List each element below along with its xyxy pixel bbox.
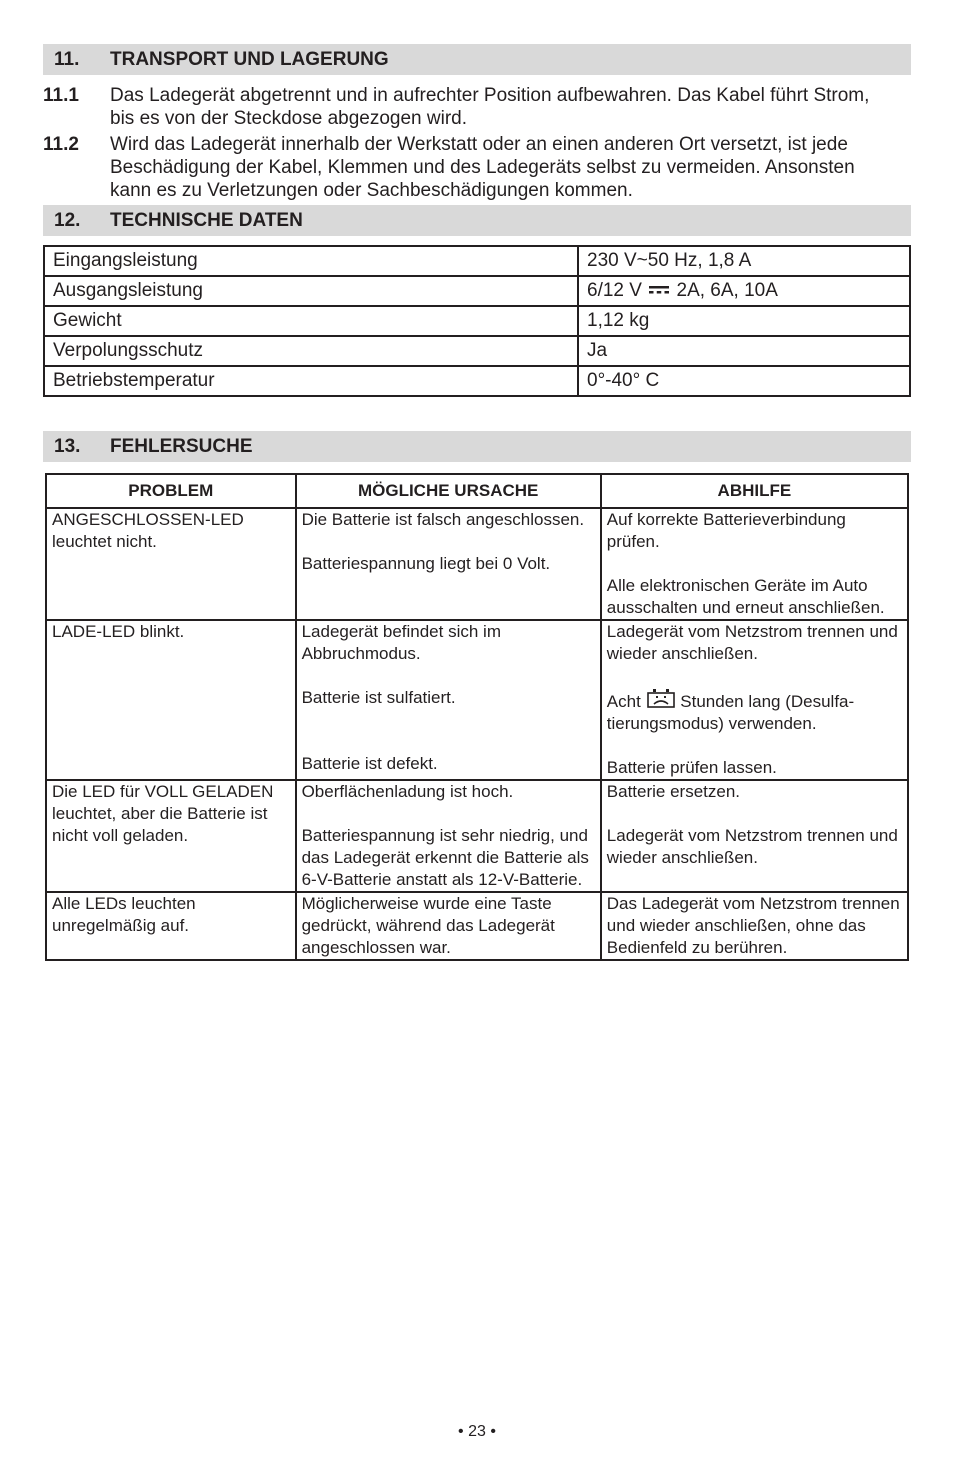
section-title: TRANSPORT UND LAGERUNG [110,49,389,70]
dc-current-icon [649,285,669,295]
remedy-cell [601,780,908,892]
cause-text: Batteriespannung ist sehr niedrig, und das Ladegerät erkennt die Batterie als 6-V-Batterie anstatt als 12-V-Batterie. [301,826,589,889]
troubleshooting-table [45,473,909,961]
table-row [46,508,908,620]
remedy-cell: Das Ladegerät vom Netzstrom trennen und wieder anschließen, ohne das Bedienfeld zu berühren. [601,892,908,960]
column-header: MÖGLICHE URSACHE [296,474,601,508]
remedy-text: Acht [606,692,641,711]
technical-data-table [43,245,911,397]
battery-face-icon [646,687,676,709]
spec-value: 0°-40° C [578,366,910,396]
problem-cell: Die LED für VOLL GELADEN leuchtet, aber die Batterie ist nicht voll geladen. [46,780,296,892]
cause-text: Ladegerät befindet sich im Abbruchmodus. [301,622,501,663]
section-number: 12. [54,210,81,231]
spec-value: 230 V~50 Hz, 1,8 A [578,246,910,276]
spec-value-prefix: 6/12 V [587,280,642,301]
section-11-header [43,44,911,75]
problem-cell: LADE-LED blinkt. [46,620,296,780]
cause-text: Batterie ist sulfatiert. [301,688,456,707]
remedy-cell [601,620,908,780]
problem-cell: Alle LEDs leuchten unregelmäßig auf. [46,892,296,960]
spec-value [578,276,910,306]
cause-cell [296,780,601,892]
spec-label: Verpolungsschutz [44,336,578,366]
cause-text: Batteriespannung liegt bei 0 Volt. [301,554,551,573]
spec-label: Betriebstemperatur [44,366,578,396]
table-header-row [46,474,908,508]
table-row [44,276,910,306]
paragraph-11-2 [43,133,911,202]
table-row [44,366,910,396]
section-number: 13. [54,436,81,457]
paragraph-11-1 [43,84,911,130]
column-header: PROBLEM [46,474,296,508]
table-row [46,780,908,892]
paragraph-number: 11.2 [43,134,79,155]
spec-value: Ja [578,336,910,366]
cause-text: Die Batterie ist falsch angeschlossen. [301,510,585,529]
section-title: FEHLERSUCHE [110,436,253,457]
paragraph-text: Wird das Ladegerät innerhalb der Werkstatt oder an einen anderen Ort versetzt, ist jede Beschädigung der Kabel, Klemmen und des Ladegeräts selbst zu vermeiden. Ansonsten kann es zu Verletzungen oder Sachbeschädigungen kommen. [110,134,855,201]
section-number: 11. [54,49,80,70]
remedy-text: Stunden lang (Desulfa-tierungsmodus) verwenden. [606,692,855,733]
remedy-text: Auf korrekte Batterieverbindung prüfen. [606,510,846,551]
table-row [46,892,908,960]
remedy-text: Batterie prüfen lassen. [606,758,777,777]
cause-cell [296,508,601,620]
cause-text: Oberflächenladung ist hoch. [301,782,514,801]
spec-value: 1,12 kg [578,306,910,336]
remedy-cell [601,508,908,620]
column-header: ABHILFE [601,474,908,508]
table-row [46,620,908,780]
table-row [44,336,910,366]
remedy-text: Batterie ersetzen. [606,782,741,801]
table-row [44,246,910,276]
remedy-text: Alle elektronischen Geräte im Auto ausschalten und erneut anschließen. [606,576,885,617]
spec-label: Gewicht [44,306,578,336]
remedy-text: Ladegerät vom Netzstrom trennen und wieder anschließen. [606,622,898,663]
paragraph-number: 11.1 [43,85,79,106]
remedy-text: Ladegerät vom Netzstrom trennen und wieder anschließen. [606,826,898,867]
section-13-header [43,431,911,462]
cause-cell: Möglicherweise wurde eine Taste gedrückt, während das Ladegerät angeschlossen war. [296,892,601,960]
spec-value-suffix: 2A, 6A, 10A [676,280,778,301]
section-title: TECHNISCHE DATEN [110,210,303,231]
problem-cell: ANGESCHLOSSEN-LED leuchtet nicht. [46,508,296,620]
paragraph-text: Das Ladegerät abgetrennt und in aufrechter Position aufbewahren. Das Kabel führt Strom, bis es von der Steckdose abgezogen wird. [110,85,870,129]
spec-label: Eingangsleistung [44,246,578,276]
table-row [44,306,910,336]
page-number: • 23 • [458,1423,496,1440]
spec-label: Ausgangsleistung [44,276,578,306]
cause-text: Batterie ist defekt. [301,754,438,773]
section-12-header [43,205,911,236]
cause-cell [296,620,601,780]
